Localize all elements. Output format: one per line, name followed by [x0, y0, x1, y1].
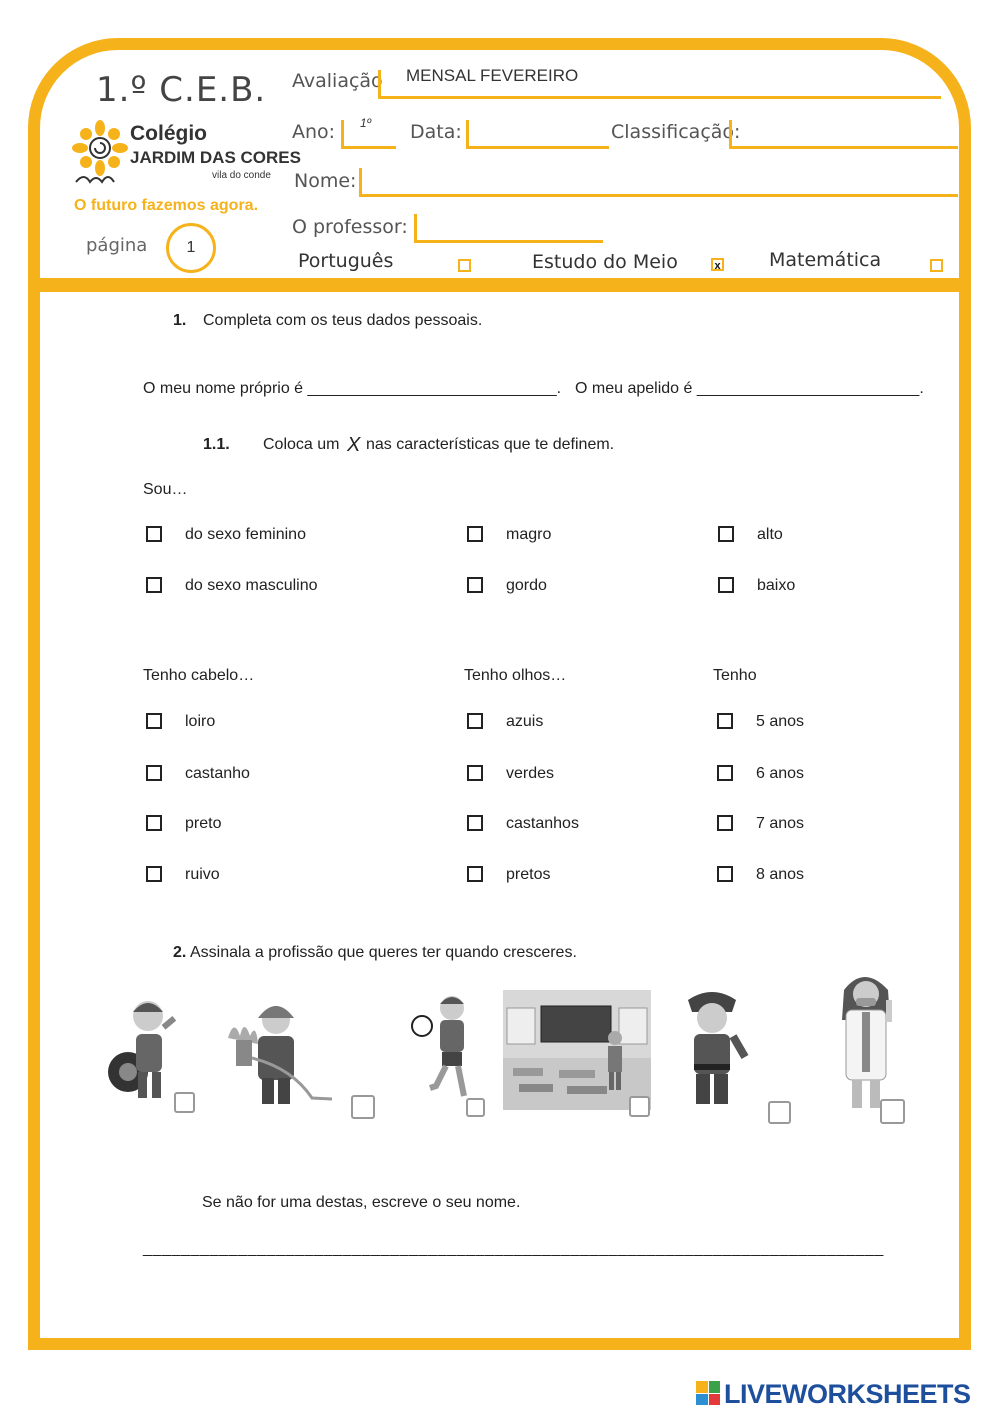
- checkbox-idade-7[interactable]: [717, 815, 733, 831]
- checkbox-idade-5[interactable]: [717, 713, 733, 729]
- option-olhos-castanhos: castanhos: [506, 815, 579, 832]
- nome-field[interactable]: [359, 168, 958, 197]
- subject-estudo-checkbox[interactable]: [711, 258, 724, 271]
- q11-number: 1.1.: [203, 436, 230, 453]
- subject-matematica-label: Matemática: [769, 249, 882, 271]
- q2-answer-line[interactable]: ______________________________________________________________________________: [143, 1240, 884, 1257]
- profession-teacher-checkbox[interactable]: [629, 1096, 650, 1117]
- checkbox-sexo-masculino[interactable]: [146, 577, 162, 593]
- q2-number: 2.: [173, 944, 187, 961]
- page-number: 1: [186, 239, 196, 256]
- option-idade-5: 5 anos: [756, 713, 805, 730]
- police-officer-illustration: [672, 988, 752, 1108]
- page-number-badge: [166, 223, 216, 273]
- subject-estudo-mark: x: [714, 260, 721, 272]
- profession-doctor-checkbox[interactable]: [880, 1099, 905, 1124]
- subject-matematica-checkbox[interactable]: [930, 259, 943, 272]
- liveworksheets-brand: LIVEWORKSHEETS: [724, 1379, 971, 1409]
- checkbox-cabelo-ruivo[interactable]: [146, 866, 162, 882]
- option-idade-7: 7 anos: [756, 815, 805, 832]
- checkbox-cabelo-preto[interactable]: [146, 815, 162, 831]
- checkbox-olhos-pretos[interactable]: [467, 866, 483, 882]
- checkbox-olhos-castanhos[interactable]: [467, 815, 483, 831]
- doctor-illustration: [832, 970, 902, 1114]
- option-gordo: gordo: [506, 577, 547, 594]
- logo-name-line2: JARDIM DAS CORES: [130, 148, 301, 167]
- option-sexo-masculino: do sexo masculino: [185, 577, 318, 594]
- header-divider: [40, 278, 960, 292]
- firefighter-illustration: [222, 998, 332, 1110]
- checkbox-sexo-feminino[interactable]: [146, 526, 162, 542]
- nome-label: Nome:: [294, 170, 357, 192]
- live-badge-icon: [696, 1381, 720, 1405]
- professor-label: O professor:: [292, 216, 408, 238]
- q1-text: Completa com os teus dados pessoais.: [203, 312, 483, 329]
- checkbox-olhos-azuis[interactable]: [467, 713, 483, 729]
- logo-slogan: O futuro fazemos agora.: [74, 197, 259, 214]
- q2-text: Assinala a profissão que queres ter quando cresceres.: [190, 944, 577, 961]
- mechanic-illustration: [106, 992, 186, 1104]
- profession-firefighter-checkbox[interactable]: [351, 1095, 375, 1119]
- sun-flower-icon: [72, 120, 128, 184]
- q11-text-b: nas características que te definem.: [366, 436, 615, 453]
- football-player-illustration: [408, 992, 478, 1104]
- page-label: página: [86, 235, 148, 256]
- logo-name-line1: Colégio: [130, 122, 207, 145]
- checkbox-idade-6[interactable]: [717, 765, 733, 781]
- option-cabelo-preto: preto: [185, 815, 222, 832]
- q1-number: 1.: [173, 312, 187, 329]
- data-field[interactable]: [466, 120, 609, 149]
- option-baixo: baixo: [757, 577, 796, 594]
- q11-mark: X: [347, 434, 361, 456]
- checkbox-cabelo-loiro[interactable]: [146, 713, 162, 729]
- option-idade-6: 6 anos: [756, 765, 805, 782]
- ano-value: 1º: [360, 116, 372, 130]
- school-logo: [72, 120, 301, 190]
- profession-football-checkbox[interactable]: [466, 1098, 485, 1117]
- checkbox-idade-8[interactable]: [717, 866, 733, 882]
- option-olhos-pretos: pretos: [506, 866, 551, 883]
- professor-field[interactable]: [414, 214, 603, 243]
- classificacao-label: Classificação:: [611, 121, 741, 143]
- profession-mechanic-checkbox[interactable]: [174, 1092, 195, 1113]
- logo-location: vila do conde: [212, 170, 271, 181]
- teacher-classroom-illustration: [503, 990, 651, 1110]
- classificacao-field[interactable]: [729, 120, 958, 149]
- option-idade-8: 8 anos: [756, 866, 805, 883]
- sou-label: Sou…: [143, 481, 188, 498]
- ano-label: Ano:: [292, 121, 336, 143]
- checkbox-cabelo-castanho[interactable]: [146, 765, 162, 781]
- avaliacao-value: MENSAL FEVEREIRO: [406, 66, 579, 85]
- cabelo-label: Tenho cabelo…: [143, 667, 255, 684]
- option-alto: alto: [757, 526, 783, 543]
- q11-text-a: Coloca um: [263, 436, 340, 453]
- subject-estudo-label: Estudo do Meio: [532, 251, 678, 273]
- option-olhos-verdes: verdes: [506, 765, 555, 782]
- option-sexo-feminino: do sexo feminino: [185, 526, 306, 543]
- olhos-label: Tenho olhos…: [464, 667, 567, 684]
- q2-other-text: Se não for uma destas, escreve o seu nome.: [202, 1194, 521, 1211]
- checkbox-olhos-verdes[interactable]: [467, 765, 483, 781]
- option-magro: magro: [506, 526, 552, 543]
- q1-surname-line[interactable]: O meu apelido é _________________________.: [575, 380, 924, 397]
- subject-portugues-checkbox[interactable]: [458, 259, 471, 272]
- idade-label: Tenho: [713, 667, 757, 684]
- option-cabelo-castanho: castanho: [185, 765, 250, 782]
- subject-portugues-label: Português: [298, 250, 394, 272]
- profession-police-checkbox[interactable]: [768, 1101, 791, 1124]
- q1-first-name-line[interactable]: O meu nome próprio é ____________________________.: [143, 380, 562, 397]
- school-level: 1.º C.E.B.: [96, 70, 267, 110]
- option-olhos-azuis: azuis: [506, 713, 544, 730]
- avaliacao-label: Avaliação: [292, 70, 383, 92]
- checkbox-magro[interactable]: [467, 526, 483, 542]
- data-label: Data:: [410, 121, 462, 143]
- option-cabelo-loiro: loiro: [185, 713, 216, 730]
- checkbox-gordo[interactable]: [467, 577, 483, 593]
- option-cabelo-ruivo: ruivo: [185, 866, 220, 883]
- checkbox-alto[interactable]: [718, 526, 734, 542]
- checkbox-baixo[interactable]: [718, 577, 734, 593]
